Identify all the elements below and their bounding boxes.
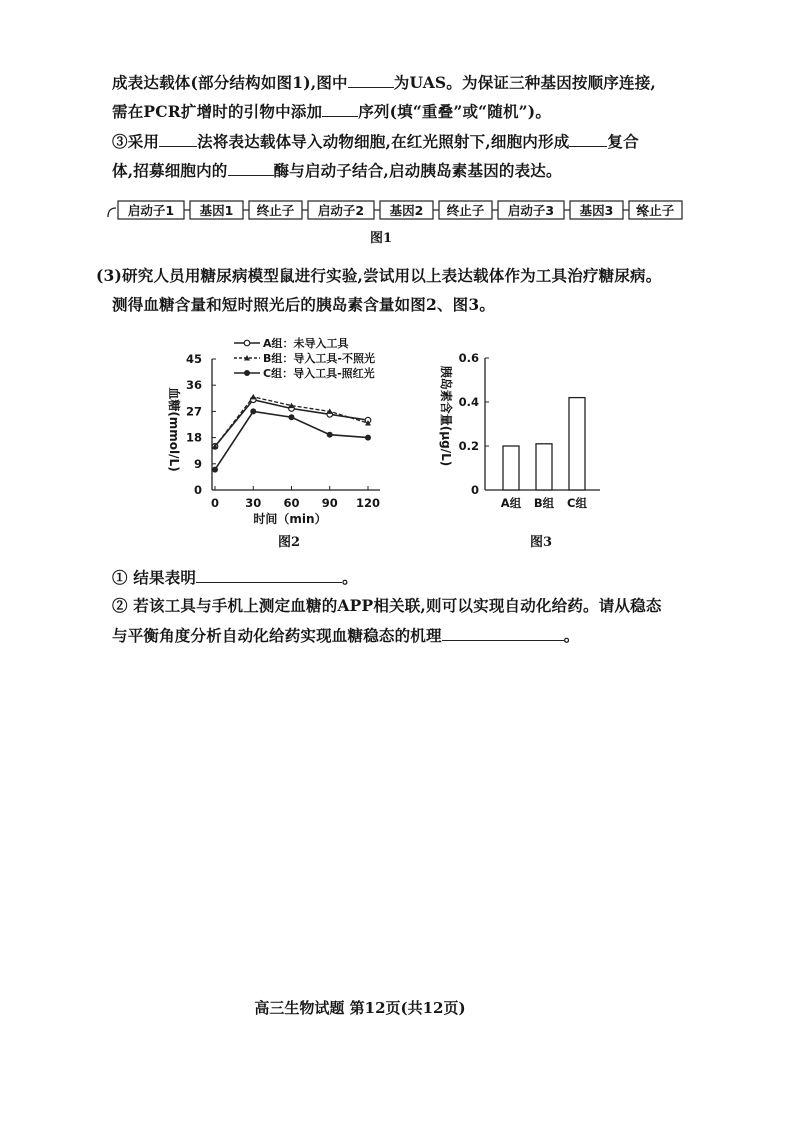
answer-blank[interactable] [569, 131, 607, 147]
text-segment: 复合 [607, 132, 639, 151]
legend-marker [244, 340, 250, 346]
y-tick-label: 27 [185, 404, 202, 419]
text-segment: 成表达载体(部分结构如图1),图中 [112, 73, 348, 92]
legend-marker [244, 370, 250, 376]
x-tick-label: 90 [321, 496, 338, 510]
answer-blank[interactable] [196, 567, 342, 583]
x-tick-label: B组 [533, 496, 555, 510]
figure1-gene-construct [104, 195, 675, 225]
text-segment: 为UAS。为保证三种基因按顺序连接, [393, 73, 657, 92]
y-tick-label: 0 [193, 483, 202, 497]
text-segment: ③采用 [112, 132, 160, 151]
y-tick-label: 0.6 [458, 351, 479, 365]
data-point [212, 467, 218, 473]
text-segment: 。 [563, 626, 580, 645]
text-segment: 需在PCR扩增时的引物中添加 [112, 102, 323, 121]
legend-entry: A组：未导入工具 [263, 337, 349, 350]
text-segment: 测得血糖含量和短时照光后的胰岛素含量如图2、图3。 [112, 295, 496, 314]
y-axis-label: 血糖(mmol/L) [167, 387, 181, 472]
y-tick-label: 36 [185, 378, 202, 393]
text-line-3 [112, 131, 639, 152]
answer-line-2 [112, 596, 662, 616]
data-point [289, 414, 295, 420]
segment-label: 基因1 [199, 203, 234, 218]
y-axis-label: 胰岛素含量(μg/L) [439, 365, 453, 467]
data-point [250, 408, 256, 414]
text-segment: 。 [342, 568, 358, 587]
y-tick-label: 18 [185, 430, 202, 445]
data-point [250, 394, 256, 400]
segment-label: 启动子3 [507, 203, 555, 218]
segment-label: 基因2 [389, 203, 424, 218]
segment-label: 启动子1 [127, 203, 175, 218]
x-tick-label: A组 [500, 496, 522, 510]
y-tick-label: 0.4 [458, 395, 479, 409]
text-segment: ① 结果表明 [112, 568, 197, 587]
bar [536, 444, 552, 490]
text-segment: 体,招募细胞内的 [112, 161, 228, 180]
figure2-caption: 图2 [278, 535, 301, 550]
segment-label: 终止子 [446, 203, 485, 218]
figure1-caption: 图1 [370, 231, 393, 246]
text-segment: 与平衡角度分析自动化给药实现血糖稳态的机理 [112, 626, 442, 645]
data-point [365, 435, 371, 441]
question-3-line-1 [96, 266, 661, 286]
segment-label: 终止子 [636, 203, 675, 218]
bar [569, 398, 585, 490]
answer-blank[interactable] [348, 72, 394, 88]
page-footer: 高三生物试题 第12页(共12页) [254, 999, 466, 1017]
legend-entry: B组：导入工具-不照光 [263, 352, 375, 365]
x-tick-label: 0 [210, 496, 220, 510]
text-line-1 [112, 72, 656, 93]
figure2-line-chart [150, 335, 420, 540]
segment-label: 终止子 [256, 203, 295, 218]
text-line-2 [112, 101, 551, 122]
figure3-bar-chart [430, 350, 605, 525]
y-tick-label: 0 [470, 483, 479, 497]
legend-entry: C组：导入工具-照红光 [263, 367, 375, 380]
answer-blank[interactable] [442, 625, 564, 641]
y-tick-label: 9 [193, 456, 202, 471]
data-point [327, 432, 333, 438]
segment-label: 启动子2 [317, 203, 365, 218]
text-segment: 序列(填“重叠”或“随机”)。 [358, 102, 552, 121]
y-tick-label: 0.2 [458, 439, 479, 453]
x-axis-label: 时间（min） [253, 512, 327, 526]
answer-blank[interactable] [322, 101, 358, 117]
vector-left-end [108, 208, 116, 217]
text-segment: 法将表达载体导入动物细胞,在红光照射下,细胞内形成 [197, 132, 570, 151]
figure3-caption: 图3 [530, 535, 553, 550]
bar [503, 446, 519, 490]
x-tick-label: C组 [567, 496, 587, 510]
answer-line-1 [112, 567, 358, 588]
segment-label: 基因3 [579, 203, 614, 218]
answer-blank[interactable] [159, 131, 197, 147]
answer-blank[interactable] [228, 160, 274, 176]
y-tick-label: 45 [185, 352, 202, 366]
x-tick-label: 60 [283, 496, 300, 510]
text-line-4 [112, 160, 562, 181]
x-tick-label: 30 [245, 496, 262, 510]
x-tick-label: 120 [355, 496, 381, 510]
answer-line-3 [112, 625, 579, 646]
text-segment: (3)研究人员用糖尿病模型鼠进行实验,尝试用以上表达载体作为工具治疗糖尿病。 [96, 266, 662, 285]
text-segment: 酶与启动子结合,启动胰岛素基因的表达。 [273, 161, 562, 180]
text-segment: ② 若该工具与手机上测定血糖的APP相关联,则可以实现自动化给药。请从稳态 [112, 596, 662, 615]
question-3-line-2 [112, 295, 495, 315]
